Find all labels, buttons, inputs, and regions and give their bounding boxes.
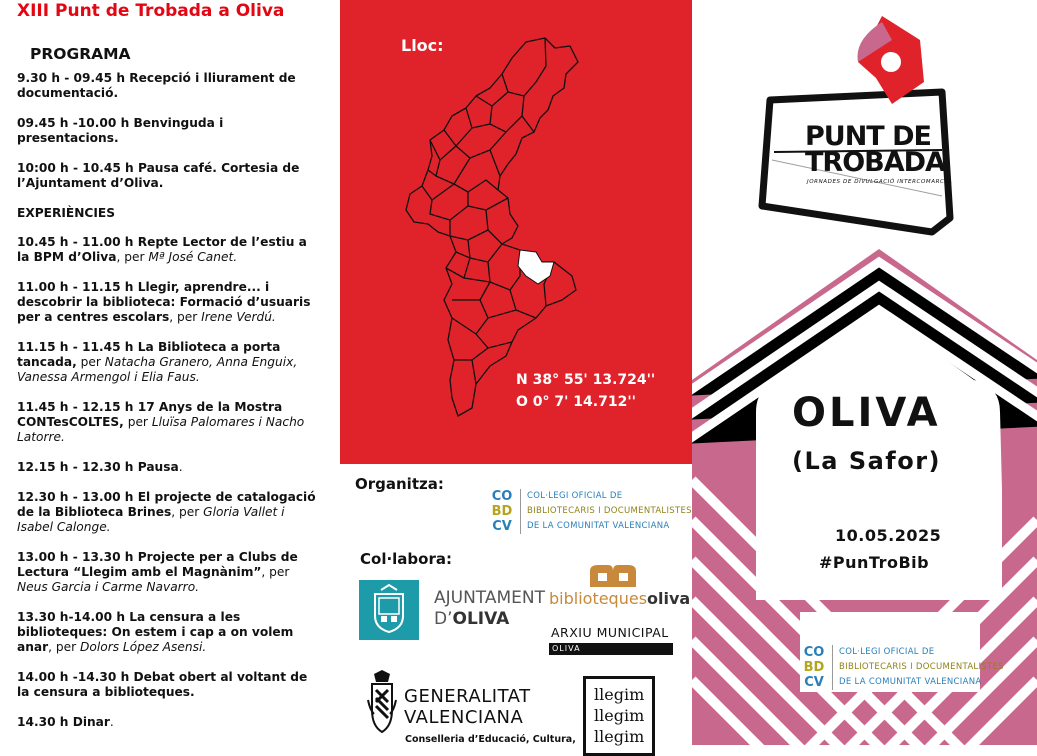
program-item <box>17 490 322 535</box>
llegim-logo <box>583 676 655 756</box>
cobdcv-line-2: BIBLIOTECARIS I DOCUMENTALISTES <box>527 506 692 516</box>
region-outline <box>406 38 578 416</box>
event-date: 10.05.2025 <box>835 526 942 545</box>
program-item-connector: . <box>109 715 114 729</box>
ajuntament-line-2b: OLIVA <box>452 609 510 629</box>
program-item-title: 09.45 h -10.00 h Benvinguda i presentacions. <box>17 116 224 145</box>
location-label: Lloc: <box>401 36 444 55</box>
cobdcv-letters-2: BD <box>491 504 513 519</box>
program-item <box>17 550 322 595</box>
city-title: OLIVA <box>792 390 941 436</box>
cobdcv-footer-letters-2: BD <box>803 660 825 675</box>
program-item-speakers: Neus Garcia i Carme Navarro. <box>17 580 200 594</box>
program-item-connector: , per <box>261 565 290 579</box>
program-item-speakers: Lluïsa Palomares i Nacho Latorre. <box>17 415 305 444</box>
ajuntament-line-1: AJUNTAMENT <box>434 588 546 608</box>
cobdcv-footer-line-1: COL·LEGI OFICIAL DE <box>839 647 935 657</box>
cobdcv-monogram-footer <box>802 645 826 690</box>
llegim-line-3: llegim <box>594 727 645 746</box>
program-item-speakers: Natacha Granero, Anna Enguix, Vanessa Armengol i Elia Faus. <box>17 355 298 384</box>
llegim-line-1: llegim <box>594 685 645 704</box>
program-item-connector: per <box>76 355 105 369</box>
coordinate-longitude: O 0° 7' 14.712'' <box>516 394 636 410</box>
cobdcv-letters-3: CV <box>492 519 512 534</box>
cobdcv-logo <box>490 489 692 534</box>
program-item-speakers: Dolors López Asensi. <box>80 640 207 654</box>
program-item <box>17 235 322 265</box>
program-item-title: 9.30 h - 09.45 h Recepció i lliurament de documentació. <box>17 71 296 100</box>
cobdcv-line-1: COL·LEGI OFICIAL DE <box>527 491 623 501</box>
program-item-speakers: Gloria Vallet i Isabel Calonge. <box>17 505 285 534</box>
cobdcv-monogram <box>490 489 514 534</box>
program-item-connector: , per <box>169 310 202 324</box>
right-panel-graphic <box>692 0 1037 745</box>
program-item-speakers: Mª José Canet. <box>148 250 238 264</box>
program-item-title: 10:00 h - 10.45 h Pausa café. Cortesia de l’Ajuntament d’Oliva. <box>17 161 300 190</box>
cobdcv-footer-line-2: BIBLIOTECARIS I DOCUMENTALISTES <box>839 662 1004 672</box>
program-item-title: 13.00 h - 13.30 h Projecte per a Clubs de Lectura “Llegim amb el Magnànim” <box>17 550 298 579</box>
ajuntament-line-2a: D’ <box>434 609 453 629</box>
cobdcv-line-3: DE LA COMUNITAT VALENCIANA <box>527 521 670 531</box>
cobdcv-logo-footer <box>802 645 1004 690</box>
generalitat-emblem-icon <box>366 670 398 745</box>
program-item <box>17 206 322 221</box>
bib-word-1: biblioteques <box>549 589 648 608</box>
location-panel <box>340 0 692 464</box>
program-heading: PROGRAMA <box>30 45 131 63</box>
program-item-title: 14.00 h -14.30 h Debat obert al voltant de la censura a biblioteques. <box>17 670 308 699</box>
conselleria-label: Conselleria d’Educació, Cultura, <box>405 734 576 745</box>
program-item-title: 13.30 h-14.00 h La censura a les biblioteques: On estem i cap a on volem anar <box>17 610 294 654</box>
book-icon <box>588 565 638 589</box>
logo-subtitle: JORNADES DE DIVULGACIÓ INTERCOMARCAL <box>807 179 953 185</box>
program-item <box>17 71 322 101</box>
safor-highlight <box>518 250 554 284</box>
bib-word-2: oliva <box>647 589 691 608</box>
program-item-connector: , per <box>171 505 204 519</box>
program-item-title: 12.30 h - 13.00 h El projecte de catalogació de la Biblioteca Brines <box>17 490 316 519</box>
program-list <box>17 71 322 745</box>
collaborators-label: Col·labora: <box>360 550 452 568</box>
program-item-title: 11.15 h - 11.45 h La Biblioteca a porta tancada, <box>17 340 281 369</box>
program-item <box>17 460 322 475</box>
program-item <box>17 610 322 655</box>
gva-line-1: GENERALITAT <box>404 686 531 707</box>
program-item-title: 11.00 h - 11.15 h Llegir, aprendre... i descobrir la biblioteca: Formació d’usuaris per a centres escolars <box>17 280 311 324</box>
generalitat-valenciana-logo <box>404 686 531 728</box>
logo-line-2: TROBADA <box>805 147 945 178</box>
event-title: XIII Punt de Trobada a Oliva <box>17 1 285 21</box>
region-title: (La Safor) <box>792 447 942 475</box>
arxiu-municipal-logo: ARXIU MUNICIPAL <box>551 625 669 640</box>
logo-wordmark <box>805 121 945 178</box>
program-item <box>17 161 322 191</box>
llegim-line-2: llegim <box>594 706 645 725</box>
cobdcv-footer-letters-3: CV <box>804 675 824 690</box>
coordinate-latitude: N 38° 55' 13.724'' <box>516 372 656 388</box>
organizer-label: Organitza: <box>355 475 444 493</box>
program-item-connector: , per <box>48 640 81 654</box>
program-item-connector: , per <box>116 250 149 264</box>
cobdcv-letters-1: CO <box>491 489 513 504</box>
cobdcv-footer-line-3: DE LA COMUNITAT VALENCIANA <box>839 677 982 687</box>
logo-line-1: PUNT DE <box>805 121 931 152</box>
program-item-title: EXPERIÈNCIES <box>17 206 116 220</box>
program-item-connector: . <box>178 460 183 474</box>
arxiu-municipal-bar: OLIVA <box>549 643 673 655</box>
program-item-title: 12.15 h - 12.30 h Pausa <box>17 460 179 474</box>
program-item <box>17 715 322 730</box>
program-item <box>17 116 322 146</box>
program-item <box>17 280 322 325</box>
program-item <box>17 340 322 385</box>
gva-line-2: VALENCIANA <box>404 707 524 728</box>
ajuntament-oliva-logo <box>434 588 545 630</box>
program-item <box>17 670 322 700</box>
event-hashtag: #PunTroBib <box>819 553 930 572</box>
program-item <box>17 400 322 445</box>
program-item-connector: per <box>123 415 152 429</box>
program-item-title: 14.30 h Dinar <box>17 715 110 729</box>
program-panel <box>0 0 336 745</box>
program-item-title: 11.45 h - 12.15 h 17 Anys de la Mostra CONTesCOLTES, <box>17 400 283 429</box>
program-item-title: 10.45 h - 11.00 h Repte Lector de l’estiu a la BPM d’Oliva <box>17 235 307 264</box>
cobdcv-footer-letters-1: CO <box>803 645 825 660</box>
program-item-speakers: Irene Verdú. <box>201 310 276 324</box>
oliva-shield-icon <box>359 580 419 640</box>
biblioteques-oliva-logo <box>549 589 690 608</box>
